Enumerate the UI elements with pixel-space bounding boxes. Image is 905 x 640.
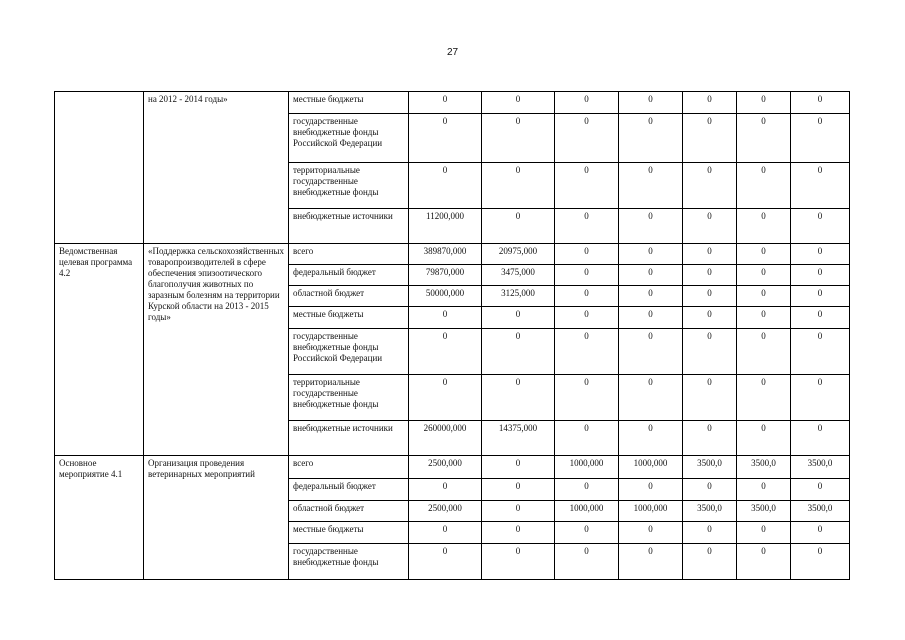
value-cell: 0 [619,265,683,286]
page-number: 27 [446,47,459,58]
value-cell: 3500,0 [737,501,791,522]
value-cell: 0 [737,421,791,456]
value-cell: 0 [409,92,482,114]
value-cell: 0 [683,265,737,286]
value-cell: 0 [683,209,737,244]
value-cell: 0 [409,522,482,544]
value-cell: 0 [791,114,850,163]
value-cell: 0 [683,421,737,456]
value-cell: 0 [791,522,850,544]
value-cell: 0 [619,209,683,244]
value-cell: 0 [737,92,791,114]
value-cell: 0 [482,456,555,479]
value-cell: 0 [791,479,850,501]
value-cell: 0 [683,114,737,163]
value-cell: 0 [619,479,683,501]
funding-source-cell: государственные внебюджетные фонды Российской Федерации [289,114,409,163]
value-cell: 260000,000 [409,421,482,456]
value-cell: 0 [791,209,850,244]
value-cell: 0 [791,286,850,307]
value-cell: 0 [737,114,791,163]
value-cell: 0 [737,265,791,286]
table-row [55,456,850,479]
value-cell: 0 [555,114,619,163]
value-cell: 0 [482,501,555,522]
table-row [55,92,850,114]
value-cell: 0 [409,114,482,163]
value-cell: 0 [791,265,850,286]
funding-source-cell: всего [289,244,409,265]
value-cell: 0 [482,522,555,544]
value-cell: 0 [619,522,683,544]
value-cell: 0 [555,375,619,421]
value-cell: 0 [482,375,555,421]
value-cell: 0 [619,163,683,209]
value-cell: 0 [737,286,791,307]
funding-source-cell: федеральный бюджет [289,479,409,501]
value-cell: 0 [683,244,737,265]
value-cell: 0 [737,329,791,375]
value-cell: 14375,000 [482,421,555,456]
value-cell: 0 [737,307,791,329]
value-cell: 0 [791,544,850,580]
value-cell: 0 [737,163,791,209]
value-cell: 0 [555,329,619,375]
value-cell: 0 [619,375,683,421]
value-cell: 0 [482,209,555,244]
value-cell: 0 [791,421,850,456]
value-cell: 0 [683,329,737,375]
value-cell: 0 [683,286,737,307]
funding-source-cell: местные бюджеты [289,92,409,114]
value-cell: 389870,000 [409,244,482,265]
value-cell: 50000,000 [409,286,482,307]
funding-source-cell: территориальные государственные внебюджетные фонды [289,163,409,209]
funding-source-cell: федеральный бюджет [289,265,409,286]
value-cell: 0 [791,92,850,114]
value-cell: 3500,0 [737,456,791,479]
value-cell: 3500,0 [791,456,850,479]
value-cell: 79870,000 [409,265,482,286]
value-cell: 20975,000 [482,244,555,265]
funding-source-cell: внебюджетные источники [289,421,409,456]
value-cell: 0 [619,244,683,265]
value-cell: 0 [555,163,619,209]
value-cell: 0 [619,92,683,114]
value-cell: 0 [791,163,850,209]
value-cell: 0 [555,544,619,580]
value-cell: 0 [619,114,683,163]
funding-source-cell: областной бюджет [289,286,409,307]
value-cell: 0 [409,375,482,421]
value-cell: 0 [683,479,737,501]
program-name-cell: «Поддержка сельскохозяйственных товаропроизводителей в сфере обеспечения эпизоотического благополучия животных по заразным болезням на территории Курской области на 2013 - 2015 годы» [144,244,289,456]
program-status-cell: Основное мероприятие 4.1 [55,456,144,580]
value-cell: 0 [409,163,482,209]
value-cell: 0 [482,329,555,375]
value-cell: 3475,000 [482,265,555,286]
value-cell: 0 [555,286,619,307]
value-cell: 0 [555,265,619,286]
value-cell: 0 [619,544,683,580]
funding-source-cell: территориальные государственные внебюджетные фонды [289,375,409,421]
value-cell: 0 [683,375,737,421]
value-cell: 1000,000 [555,501,619,522]
value-cell: 0 [555,479,619,501]
value-cell: 0 [791,375,850,421]
value-cell: 0 [619,307,683,329]
value-cell: 0 [555,307,619,329]
value-cell: 0 [683,307,737,329]
value-cell: 0 [409,307,482,329]
value-cell: 0 [482,92,555,114]
funding-source-cell: государственные внебюджетные фонды [289,544,409,580]
program-status-cell [55,92,144,244]
value-cell: 0 [737,522,791,544]
funding-source-cell: внебюджетные источники [289,209,409,244]
funding-source-cell: всего [289,456,409,479]
value-cell: 0 [619,421,683,456]
budget-table [54,91,850,580]
value-cell: 0 [482,163,555,209]
value-cell: 0 [555,421,619,456]
value-cell: 0 [791,307,850,329]
funding-source-cell: местные бюджеты [289,522,409,544]
value-cell: 0 [409,329,482,375]
table-row [55,244,850,265]
value-cell: 0 [619,286,683,307]
value-cell: 0 [619,329,683,375]
value-cell: 0 [555,244,619,265]
value-cell: 0 [555,209,619,244]
value-cell: 0 [482,114,555,163]
value-cell: 3125,000 [482,286,555,307]
value-cell: 0 [683,92,737,114]
funding-source-cell: областной бюджет [289,501,409,522]
value-cell: 2500,000 [409,456,482,479]
value-cell: 0 [737,544,791,580]
value-cell: 2500,000 [409,501,482,522]
value-cell: 0 [482,479,555,501]
value-cell: 0 [482,307,555,329]
program-name-cell: на 2012 - 2014 годы» [144,92,289,244]
program-name-cell: Организация проведения ветеринарных мероприятий [144,456,289,580]
value-cell: 0 [791,244,850,265]
value-cell: 3500,0 [683,456,737,479]
program-status-cell: Ведомственная целевая программа 4.2 [55,244,144,456]
value-cell: 0 [683,163,737,209]
value-cell: 3500,0 [791,501,850,522]
value-cell: 11200,000 [409,209,482,244]
funding-source-cell: местные бюджеты [289,307,409,329]
value-cell: 1000,000 [555,456,619,479]
value-cell: 1000,000 [619,456,683,479]
value-cell: 0 [737,479,791,501]
value-cell: 0 [555,92,619,114]
value-cell: 0 [683,544,737,580]
value-cell: 0 [737,375,791,421]
value-cell: 3500,0 [683,501,737,522]
value-cell: 0 [791,329,850,375]
value-cell: 0 [482,544,555,580]
value-cell: 0 [409,479,482,501]
value-cell: 0 [737,244,791,265]
value-cell: 0 [555,522,619,544]
value-cell: 0 [683,522,737,544]
value-cell: 1000,000 [619,501,683,522]
value-cell: 0 [409,544,482,580]
value-cell: 0 [737,209,791,244]
funding-source-cell: государственные внебюджетные фонды Российской Федерации [289,329,409,375]
